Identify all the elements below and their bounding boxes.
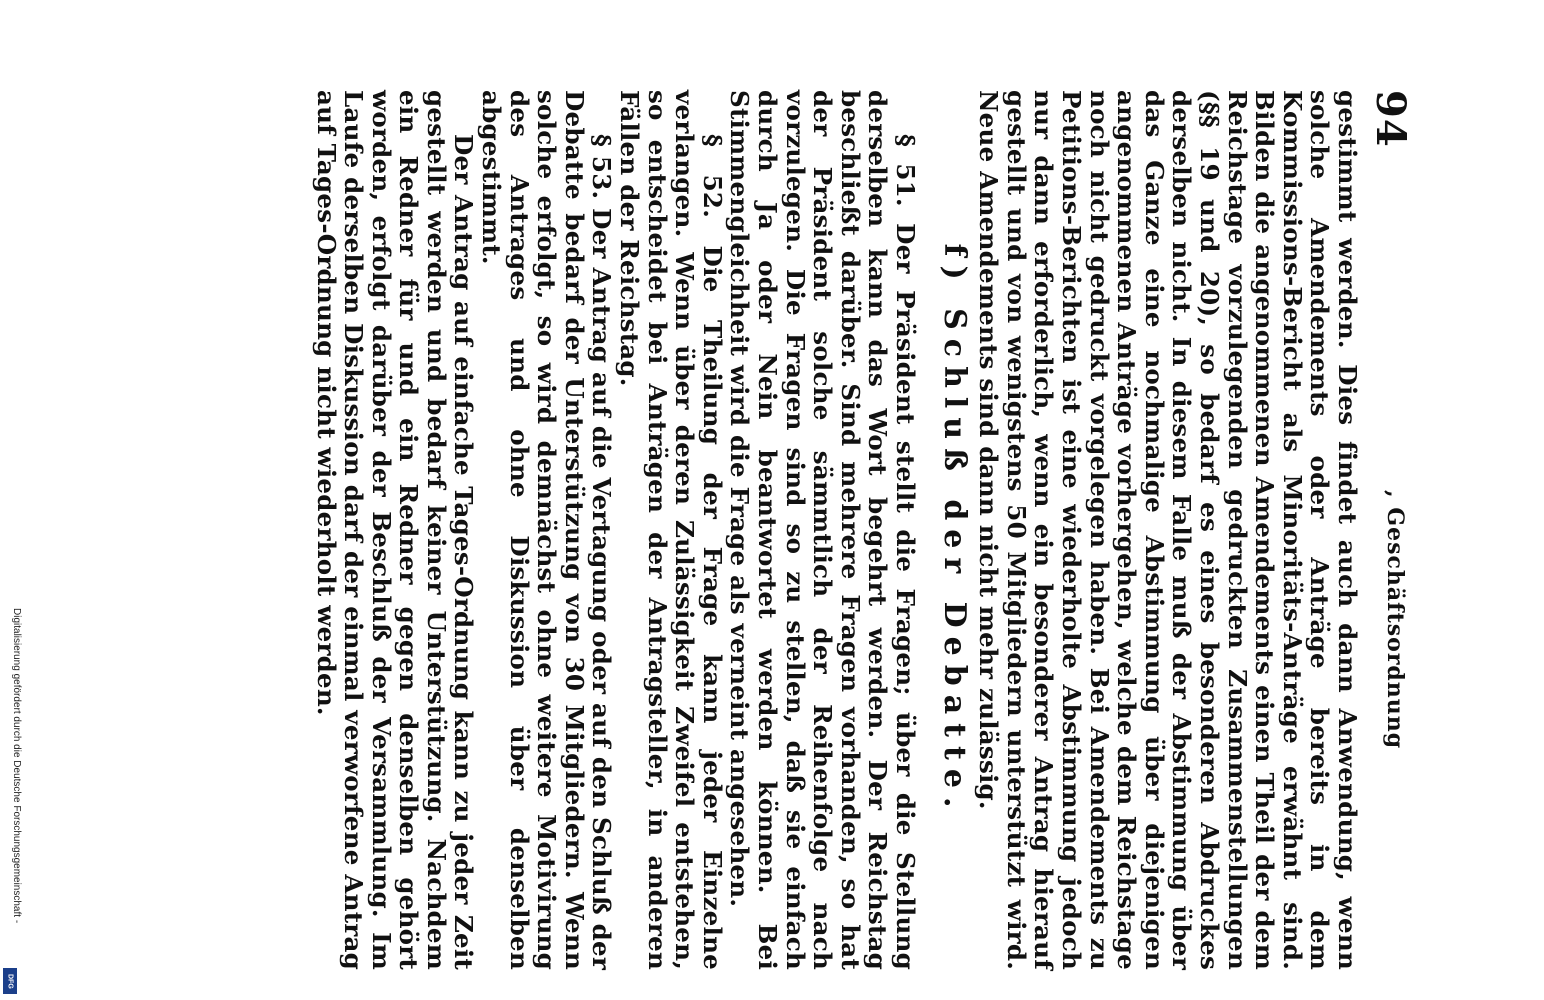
page-number: 94 — [1367, 90, 1414, 148]
paragraph-53: § 53. Der Antrag auf die Vertagung oder auf den Schluß der Debatte bedarf der Unterstützung von 30 Mitgliedern. Wenn solche erfolgt, so wird demnächst ohne weitere Motivirung des Antrages und ohne Diskussion über denselben abgestimmt. — [477, 90, 617, 970]
digitization-credit-text: Digitalisierung gefördert durch die Deutsche Forschungsgemeinschaft - — [11, 608, 22, 924]
running-title: , Geschäftsordnung — [1382, 490, 1408, 750]
paragraph-51: § 51. Der Präsident stellt die Fragen; über die Stellung derselben kann das Wort begehrt werden. Der Reichstag beschließt darüber. Sind mehrere Fragen vorhanden, so hat der Präsident solche sämmtlich der Reihenfolge nach vorzulegen. Die Fragen sind so zu stellen, daß sie einfach durch Ja oder Nein beantwortet werden können. Bei Stimmengleichheit wird die Frage als verneint angesehen. — [725, 90, 920, 970]
section-text-block — [312, 90, 919, 970]
continuation-text-block — [975, 90, 1361, 970]
section-heading: f) Schluß der Debatte. — [937, 243, 972, 817]
paragraph-tagesordnung: Der Antrag auf einfache Tages-Ordnung kann zu jeder Zeit gestellt werden und bedarf keiner Unterstützung. Nachdem ein Redner für und ein Redner gegen denselben gehört worden, erfolgt darüber der Beschluß der Versammlung. Im Laufe derselben Diskussion darf der einmal verworfene Antrag auf Tages-Ordnung nicht wiederholt werden. — [311, 90, 479, 970]
paragraph-52: § 52. Die Theilung der Frage kann jeder Einzelne verlangen. Wenn über deren Zulässigkeit Zweifel entstehen, so entscheidet bei Anträgen der Antragsteller, in anderen Fällen der Reichstag. — [615, 90, 727, 970]
paragraph: gestimmt werden. Dies findet auch dann Anwendung, wenn solche Amendements oder Anträge bereits in dem Kommissions-Bericht als Minoritäts-Anträge erwähnt sind. Bilden die angenommenen Amendements einen Theil der dem Reichstage vorzulegenden gedruckten Zusammenstellungen (§§ 19 und 20), so bedarf es eines besonderen Abdruckes derselben nicht. In diesem Falle muß der Abstimmung über das Ganze eine nochmalige Abstimmung über diejenigen angenommenen Anträge vorhergehen, welche dem Reichstage noch nicht gedruckt vorgelegen haben. Bei Amendements zu Petitions-Berichten ist eine wiederholte Abstimmung jedoch nur dann erforderlich, wenn ein besonderer Antrag hierauf gestellt und von wenigstens 50 Mitgliedern unterstützt wird. Neue Amendements sind dann nicht mehr zulässig. — [974, 90, 1362, 970]
page-header — [1367, 90, 1414, 950]
dfg-logo: DFG — [3, 968, 17, 994]
